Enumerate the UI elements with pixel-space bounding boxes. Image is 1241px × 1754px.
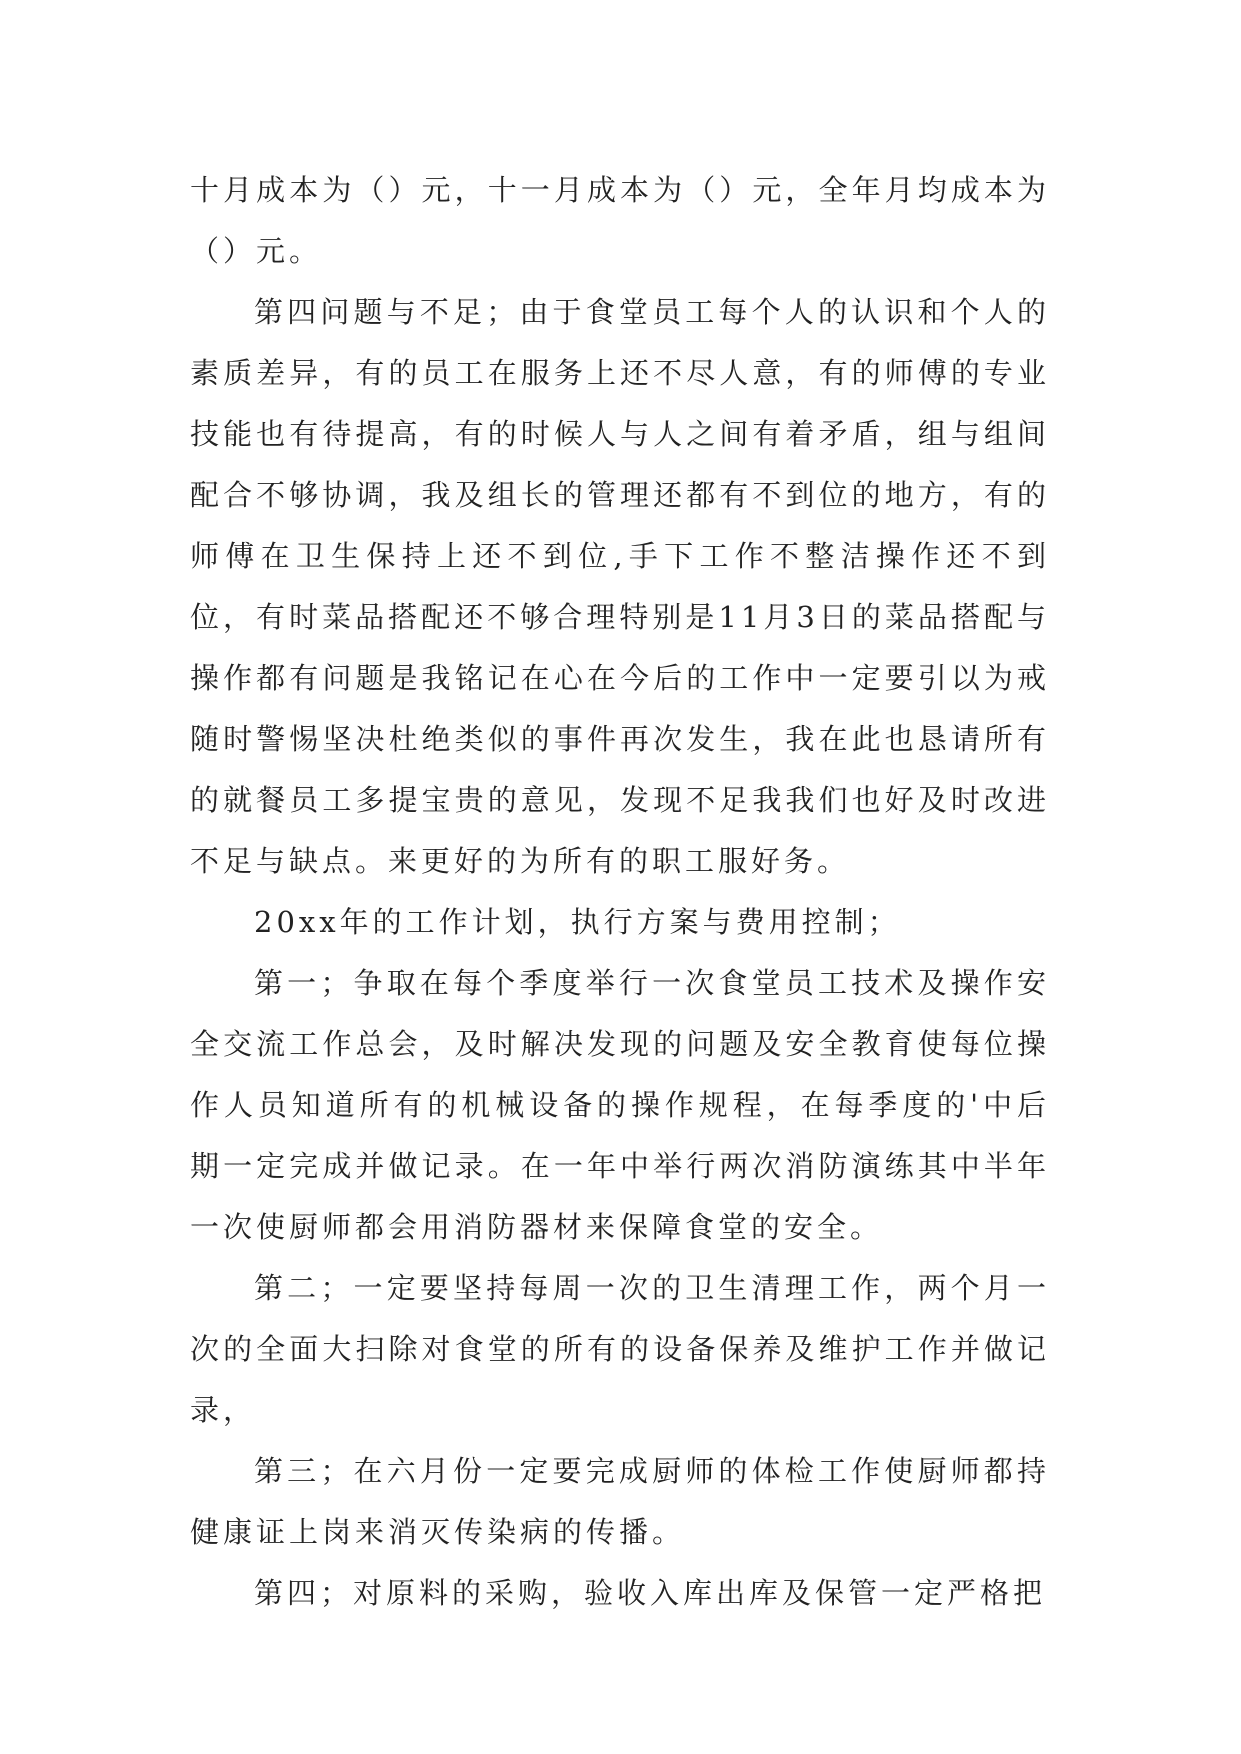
paragraph-plan-second: 第二；一定要坚持每周一次的卫生清理工作，两个月一次的全面大扫除对食堂的所有的设备保养及维护工作并做记录， <box>190 1271 1050 1427</box>
paragraph-plan-fourth: 第四；对原料的采购，验收入库出库及保管一定严格把 <box>254 1576 1047 1610</box>
paragraph-cost-summary: 十月成本为（）元，十一月成本为（）元，全年月均成本为（）元。 <box>190 173 1050 268</box>
paragraph-plan-heading: 20xx年的工作计划，执行方案与费用控制； <box>254 905 901 939</box>
paragraph-plan-third: 第三；在六月份一定要完成厨师的体检工作使厨师都持健康证上岗来消灭传染病的传播。 <box>190 1454 1050 1549</box>
paragraph-problems: 第四问题与不足；由于食堂员工每个人的认识和个人的素质差异，有的员工在服务上还不尽人意，有的师傅的专业技能也有待提高，有的时候人与人之间有着矛盾，组与组间配合不够协调，我及组长的管理还都有不到位的地方，有的师傅在卫生保持上还不到位,手下工作不整洁操作还不到位，有时菜品搭配还不够合理特别是11月3日的菜品搭配与操作都有问题是我铭记在心在今后的工作中一定要引以为戒随时警惕坚决杜绝类似的事件再次发生，我在此也恳请所有的就餐员工多提宝贵的意见，发现不足我我们也好及时改进不足与缺点。来更好的为所有的职工服好务。 <box>190 295 1050 878</box>
paragraph-plan-first: 第一；争取在每个季度举行一次食堂员工技术及操作安全交流工作总会，及时解决发现的问题及安全教育使每位操作人员知道所有的机械设备的操作规程，在每季度的'中后期一定完成并做记录。在一年中举行两次消防演练其中半年一次使厨师都会用消防器材来保障食堂的安全。 <box>190 966 1050 1244</box>
document-body <box>190 160 1050 1624</box>
